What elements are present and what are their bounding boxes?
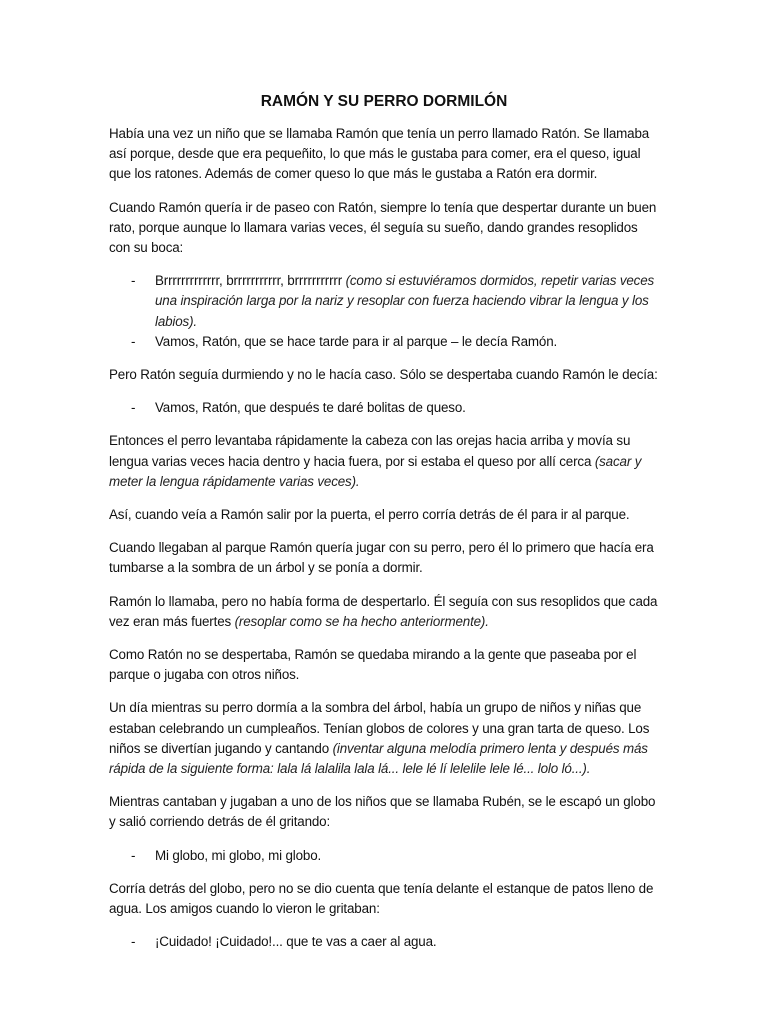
dialogue-list-3 [109,846,659,866]
story-title: RAMÓN Y SU PERRO DORMILÓN [260,93,508,110]
list-item [109,932,659,952]
paragraph-7 [109,592,659,632]
dialogue-list-1 [109,271,659,352]
paragraph-11: Corría detrás del globo, pero no se dio cuenta que tenía delante el estanque de patos lleno de agua. Los amigos cuando lo vieron le gritaban: [109,880,654,917]
paragraph-2: Cuando Ramón quería ir de paseo con Ratón, siempre lo tenía que despertar durante un buen rato, porque aunque lo llamara varias veces, él seguía su sueño, dando grandes resoplidos con su boca: [109,199,657,256]
list-item [109,846,659,866]
paragraph-6: Cuando llegaban al parque Ramón quería jugar con su perro, pero él lo primero que hacía era tumbarse a la sombra de un árbol y se ponía a dormir. [109,540,654,576]
list-item-text: Brrrrrrrrrrrrr, brrrrrrrrrrr, brrrrrrrrrrr [155,273,346,289]
bullet-dash: - [131,273,136,289]
paragraph-text: Entonces el perro levantaba rápidamente la cabeza con las orejas hacia arriba y movía su lengua varias veces hacia dentro y hacia fuera, por si estaba el queso por allí cerca [109,433,631,469]
paragraph-3: Pero Ratón seguía durmiendo y no le hacía caso. Sólo se despertaba cuando Ramón le decía: [109,367,658,383]
list-item-text: Mi globo, mi globo, mi globo. [155,847,322,863]
list-item [109,271,659,332]
list-item-text: ¡Cuidado! ¡Cuidado!... que te vas a caer al agua. [155,934,437,950]
list-item-text: Vamos, Ratón, que después te daré bolitas de queso. [155,400,466,416]
list-item [109,332,659,352]
paragraph-8: Como Ratón no se despertaba, Ramón se quedaba mirando a la gente que paseaba por el parque o jugaba con otros niños. [109,647,637,683]
list-item-text: Vamos, Ratón, que se hace tarde para ir al parque – le decía Ramón. [155,333,558,349]
paragraph-4 [109,431,659,492]
bullet-dash: - [131,847,136,863]
paragraph-text: Un día mientras su perro dormía a la sombra del árbol, había un grupo de niños y niñas que estaban celebrando un cumpleaños. Tenían globos de colores y una gran tarta de queso. Los niños se divertían jugando y cantando [109,700,650,756]
paragraph-text: Ramón lo llamaba, pero no había forma de despertarlo. Él seguía con sus resoplidos que cada vez eran más fuertes [109,593,658,629]
stage-direction: (sacar y meter la lengua rápidamente varias veces). [109,453,642,489]
paragraph-10: Mientras cantaban y jugaban a uno de los niños que se llamaba Rubén, se le escapó un globo y salió corriendo detrás de él gritando: [109,794,656,830]
bullet-dash: - [131,333,136,349]
stage-direction: (como si estuviéramos dormidos, repetir varias veces una inspiración larga por la nariz y resoplar con fuerza haciendo vibrar la lengua y los labios). [155,273,655,329]
bullet-dash: - [131,400,136,416]
dialogue-list-4 [109,932,659,952]
paragraph-1: Había una vez un niño que se llamaba Ramón que tenía un perro llamado Ratón. Se llamaba así porque, desde que era pequeñito, lo que más le gustaba para comer, era el queso, igual que los ratones. Además de comer queso lo que más le gustaba a Ratón era dormir. [109,126,650,182]
document-page [109,92,659,966]
bullet-dash: - [131,934,136,950]
stage-direction: (resoplar como se ha hecho anteriormente). [234,613,489,629]
stage-direction: (inventar alguna melodía primero lenta y después más rápida de la siguiente forma: lala lá lalalila lala lá... lele lé lí lelelile lele lé... lolo ló...). [109,740,648,777]
list-item [109,398,659,418]
paragraph-5: Así, cuando veía a Ramón salir por la puerta, el perro corría detrás de él para ir al parque. [109,507,630,523]
dialogue-list-2 [109,398,659,418]
paragraph-9 [109,698,659,779]
